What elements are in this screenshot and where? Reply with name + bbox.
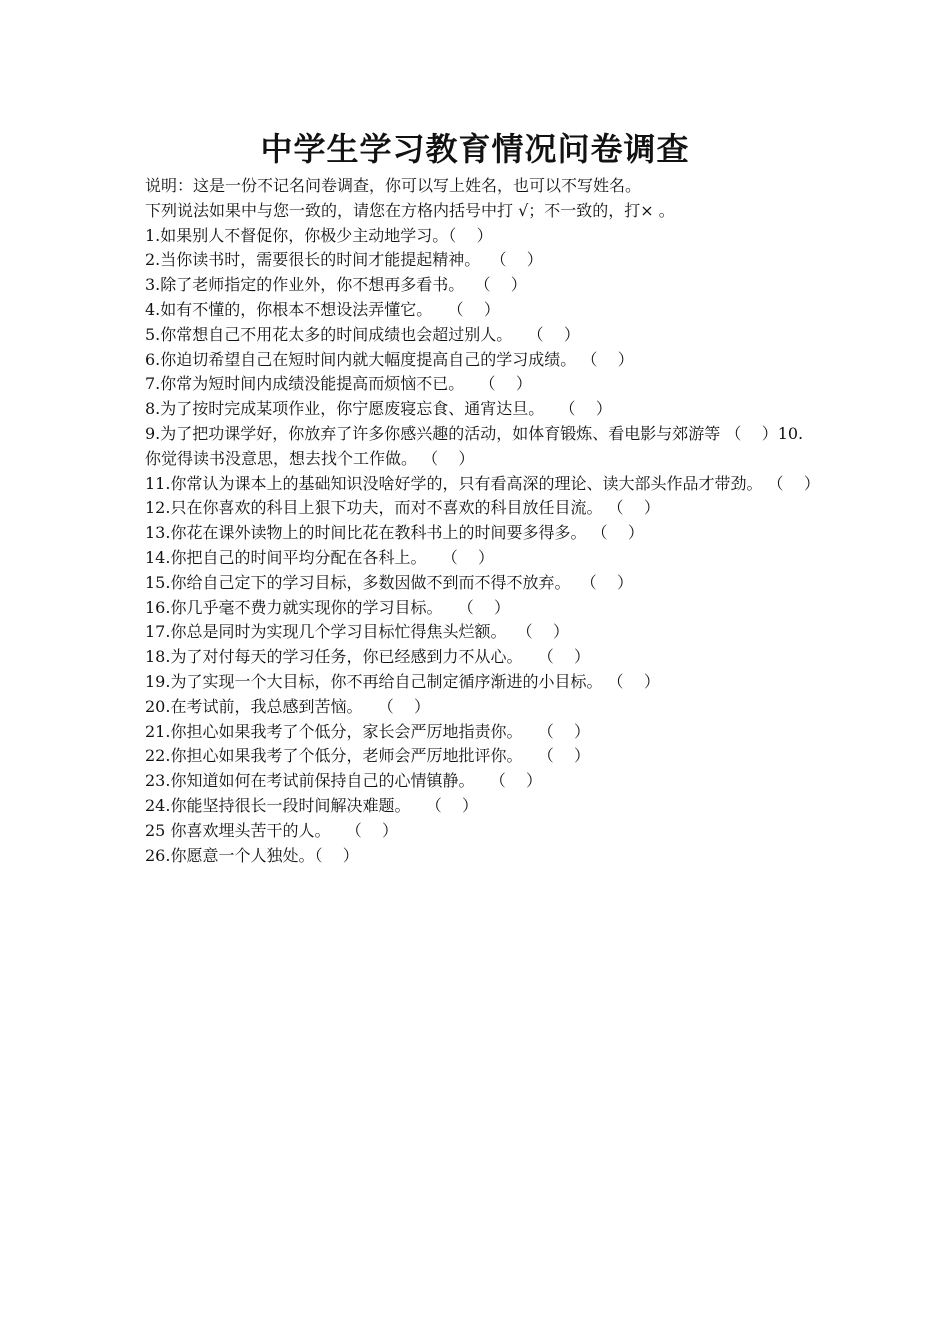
question-item: 15.你给自己定下的学习目标，多数因做不到而不得不放弃。 （ ）: [145, 572, 633, 592]
question-item: 5.你常想自己不用花太多的时间成绩也会超过别人。 （ ）: [145, 324, 580, 344]
question-item: 24.你能坚持很长一段时间解决难题。 （ ）: [145, 795, 479, 815]
question-item: 19.为了实现一个大目标，你不再给自己制定循序渐进的小目标。 （ ）: [145, 671, 660, 691]
question-item: 6.你迫切希望自己在短时间内就大幅度提高自己的学习成绩。 （ ）: [145, 349, 634, 369]
question-item: 18.为了对付每天的学习任务，你已经感到力不从心。 （ ）: [145, 647, 591, 667]
question-item: 2.当你读书时，需要很长的时间才能提起精神。 （ ）: [145, 250, 543, 270]
question-item: 11.你常认为课本上的基础知识没啥好学的，只有看高深的理论、读大部头作品才带劲。 （ ）: [145, 473, 820, 493]
page-title: 中学生学习教育情况问卷调查: [260, 130, 690, 168]
question-item: 1.如果别人不督促你，你极少主动地学习。（ ）: [145, 225, 493, 245]
question-item: 25 你喜欢埋头苦干的人。 （ ）: [145, 820, 399, 840]
question-item: 8.为了按时完成某项作业，你宁愿废寝忘食、通宵达旦。 （ ）: [145, 399, 612, 419]
question-item: 9.为了把功课学好，你放弃了许多你感兴趣的活动，如体育锻炼、看电影与郊游等 （ ）10.你觉得读书没意思，想去找个工作做。 （ ）: [145, 423, 804, 468]
question-item: 12.只在你喜欢的科目上狠下功夫，而对不喜欢的科目放任目流。 （ ）: [145, 498, 660, 518]
question-item: 20.在考试前，我总感到苦恼。 （ ）: [145, 696, 431, 716]
question-item: 16.你几乎毫不费力就实现你的学习目标。 （ ）: [145, 597, 511, 617]
question-item: 23.你知道如何在考试前保持自己的心情镇静。 （ ）: [145, 771, 543, 791]
question-item: 4.如有不懂的，你根本不想设法弄懂它。 （ ）: [145, 299, 500, 319]
question-item: 26.你愿意一个人独处。（ ）: [145, 845, 359, 865]
question-item: 17.你总是同时为实现几个学习目标忙得焦头烂额。 （ ）: [145, 622, 569, 642]
question-item: 22.你担心如果我考了个低分，老师会严厉地批评你。 （ ）: [145, 746, 591, 766]
question-item: 7.你常为短时间内成绩没能提高而烦恼不已。 （ ）: [145, 374, 532, 394]
question-item: 3.除了老师指定的作业外，你不想再多看书。 （ ）: [145, 275, 527, 295]
question-item: 21.你担心如果我考了个低分，家长会严厉地指责你。 （ ）: [145, 721, 591, 741]
questionnaire-body: [145, 174, 820, 868]
question-item: 14.你把自己的时间平均分配在各科上。 （ ）: [145, 547, 495, 567]
intro-line: 下列说法如果中与您一致的，请您在方格内括号中打 √；不一致的，打× 。: [145, 200, 675, 220]
intro-line: 说明：这是一份不记名问卷调查，你可以写上姓名，也可以不写姓名。: [145, 176, 642, 195]
question-item: 13.你花在课外读物上的时间比花在教科书上的时间要多得多。 （ ）: [145, 523, 644, 543]
